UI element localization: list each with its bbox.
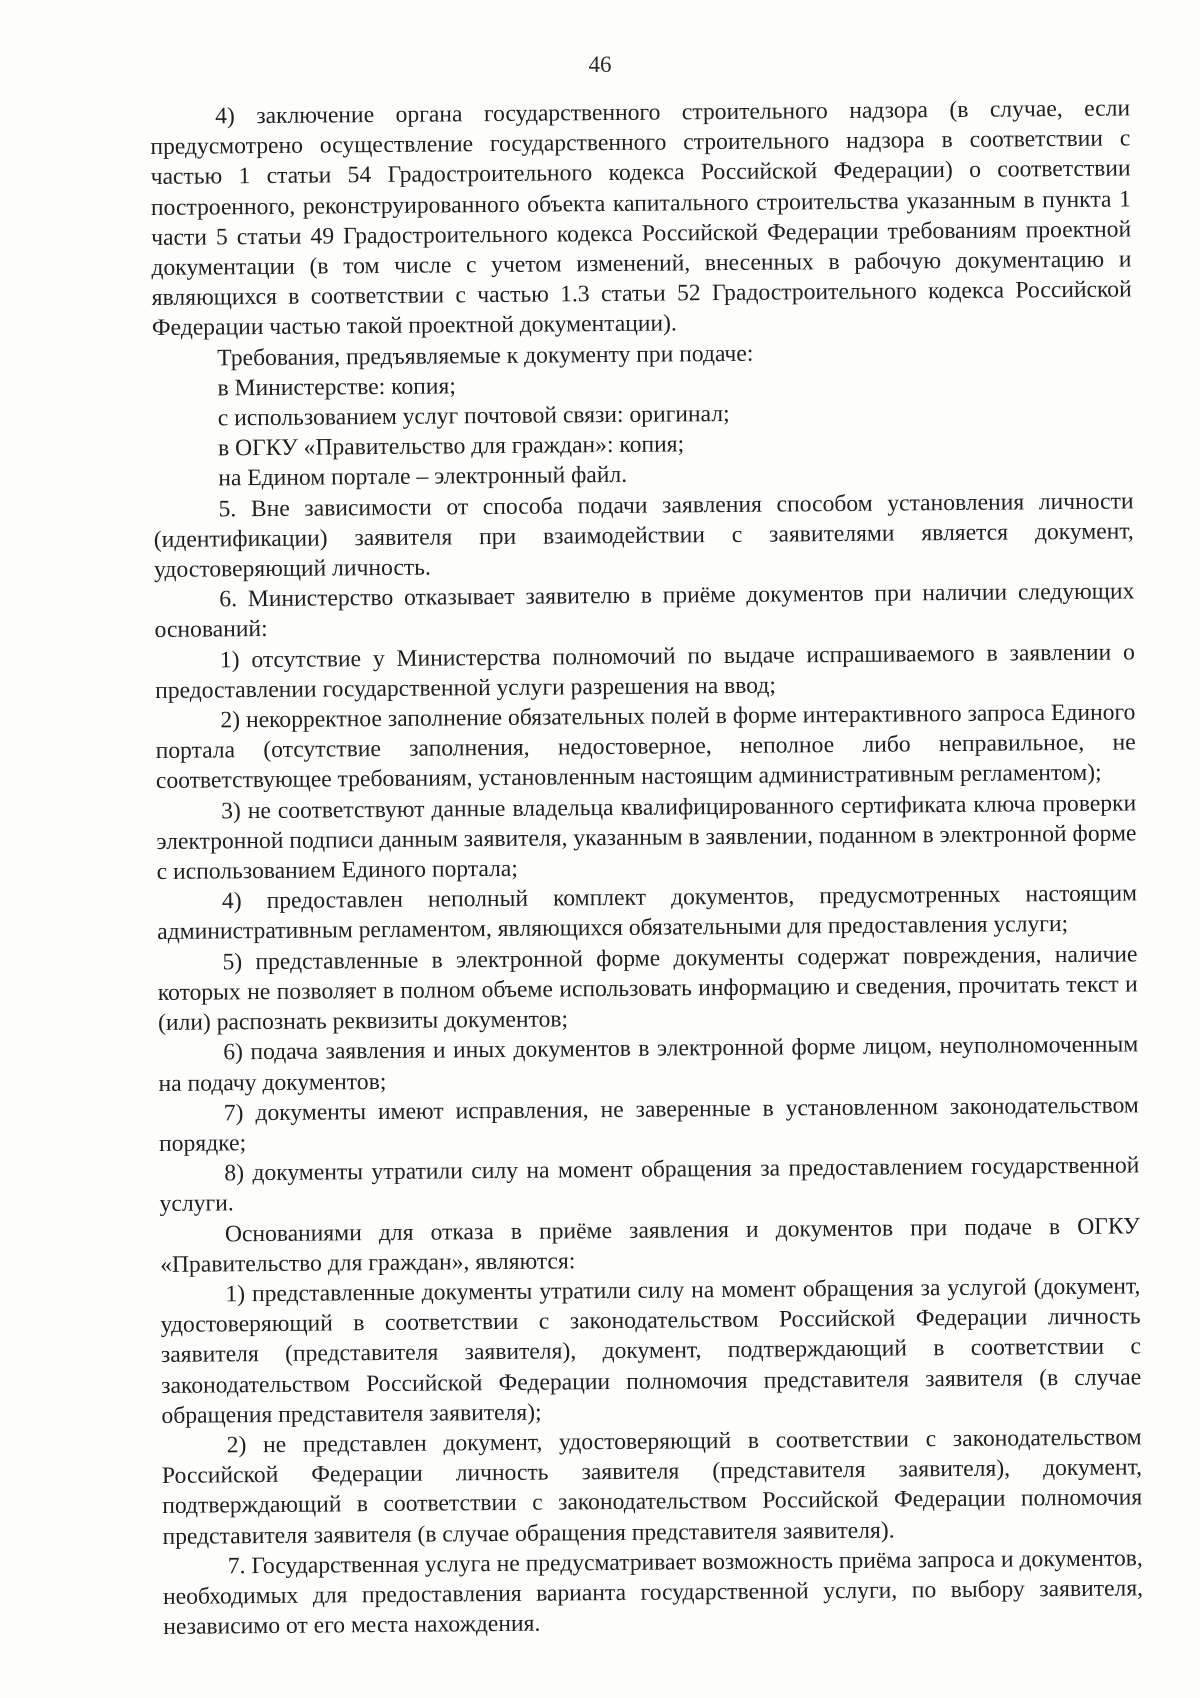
paragraph-ground-7: 7) документы имеют исправления, не заверенные в установленном законодательством порядке; [158,1092,1139,1157]
paragraph-requirements-heading: Требования, предъявляемые к документу при подаче: [217,340,754,372]
paragraph-ground-4: 4) предоставлен неполный комплект документов, предусмотренных настоящим административным регламентом, являющихся обязательными для предоставления услуги; [157,880,1138,946]
paragraph-ground-8: 8) документы утратили силу на момент обращения за предоставлением государственной услуги. [159,1152,1140,1218]
paragraph-point-6-refusal-grounds: 6. Министерство отказывает заявителю в приёме документов при наличии следующих оснований: [154,578,1135,644]
paragraph-point-7-location: 7. Государственная услуга не предусматривает возможность приёма запроса и документов, необходимых для предоставления варианта государственной услуги, по выбору заявителя, независимо от его места нахождения. [162,1545,1144,1641]
paragraph-requirement-portal: на Едином портале – электронный файл. [218,462,628,492]
paragraph-requirement-ministry: в Министерстве: копия; [217,373,456,402]
paragraph-ogku-refusal-grounds: Основаниями для отказа в приёме заявления и документов при подаче в ОГКУ «Правительство для граждан», являются: [160,1212,1140,1278]
paragraph-item-4-inspection-conclusion: 4) заключение органа государственного строительного надзора (в случае, если предусмотрено осуществление государственного строительного надзора в соответствии с частью 1 статьи 54 Градостроительного кодекса Российской Федерации) о соответствии построенного, реконструированного объекта капитального строительства указанным в пункта 1 части 5 статьи 49 Градостроительного кодекса Российской Федерации требованиям проектной документации (в том числе с учетом изменений, внесенных в рабочую документацию и являющихся в соответствии с частью 1.3 статьи 52 Градостроительного кодекса Российской Федерации частью такой проектной документации). [150,95,1132,342]
paragraph-ground-1: 1) отсутствие у Министерства полномочий по выдаче испрашиваемого в заявлении о предоставлении государственной услуги разрешения на ввод; [155,639,1135,704]
paragraph-ground-6: 6) подача заявления и иных документов в электронной форме лицом, неуполномоченным на подачу документов; [158,1031,1139,1097]
paragraph-ground-5: 5) представленные в электронной форме документы содержат повреждения, наличие которых не позволяет в полном объеме использовать информацию и сведения, прочитать текст и (или) распознать реквизиты документов; [157,941,1138,1037]
paragraph-requirement-post: с использованием услуг почтовой связи: оригинал; [217,400,730,432]
paragraph-ground-2: 2) некорректное заполнение обязательных полей в форме интерактивного запроса Единого портала (отсутствие заполнения, недостоверное, неполное либо неправильное, не соответствующее требованиям, установленным настоящим административным регламентом); [155,699,1136,795]
paragraph-ogku-ground-2: 2) не представлен документ, удостоверяющий в соответствии с законодательством Российской Федерации личность заявителя (представителя заявителя), документ, подтверждающий в соответствии с законодательством Российской Федерации полномочия представителя заявителя (в случае обращения представителя заявителя). [161,1424,1143,1550]
paragraph-requirement-ogku: в ОГКУ «Правительство для граждан»: копия; [217,431,685,462]
page-number: 46 [588,52,612,77]
paragraph-ogku-ground-1: 1) представленные документы утратили силу на момент обращения за услугой (документ, удостоверяющий в соответствии с законодательством Российской Федерации личность заявителя (представителя заявителя), документ, подтверждающий в соответствии с законодательством Российской Федерации полномочия представителя заявителя (в случае обращения представителя заявителя); [160,1273,1142,1429]
paragraph-ground-3: 3) не соответствуют данные владельца квалифицированного сертификата ключа проверки электронной подписи данным заявителя, указанным в заявлении, поданном в электронной форме с использованием Единого портала; [156,790,1137,886]
paragraph-point-5-identification: 5. Вне зависимости от способа подачи заявления способом установления личности (идентификации) заявителя при взаимодействии с заявителями является документ, удостоверяющий личность. [153,488,1134,584]
document-body [150,93,1143,1642]
